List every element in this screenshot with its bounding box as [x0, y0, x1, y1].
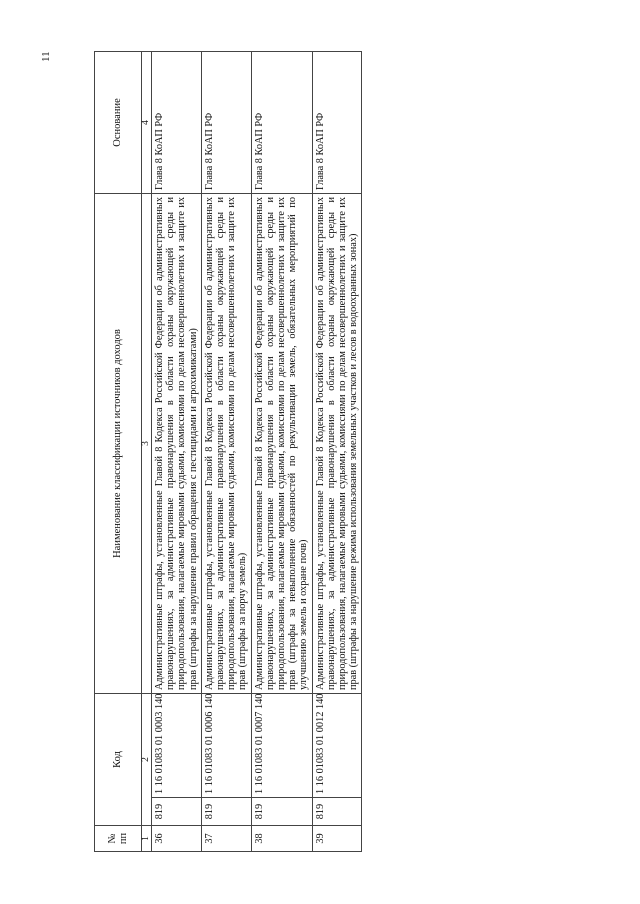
legal-basis: Глава 8 КоАП РФ — [251, 52, 312, 194]
admin-code: 819 — [152, 798, 202, 826]
header-number: № пп — [95, 826, 142, 852]
legal-basis: Глава 8 КоАП РФ — [201, 52, 251, 194]
admin-code: 819 — [251, 798, 312, 826]
revenue-name: Административные штрафы, установленные Главой 8 Кодекса Российской Федерации об административных правонарушениях, за административные правонарушения в области охраны окружающей среды и природопользования, налагаемые мировыми судьями, комиссиями по делам несовершеннолетних и защите их прав (штрафы за невыполнение обязанностей по рекультивации земель, обязательных мероприятий по улучшению земель и охране почв) — [251, 194, 312, 694]
admin-code: 819 — [201, 798, 251, 826]
legal-basis: Глава 8 КоАП РФ — [312, 52, 362, 194]
column-index-3: 3 — [142, 194, 152, 694]
budget-classification-code: 1 16 01083 01 0003 140 — [152, 694, 202, 798]
admin-code: 819 — [312, 798, 362, 826]
header-name: Наименование классификации источников доходов — [95, 194, 142, 694]
revenue-name: Административные штрафы, установленные Главой 8 Кодекса Российской Федерации об административных правонарушениях, за административные правонарушения в области охраны окружающей среды и природопользования, налагаемые мировыми судьями, комиссиями по делам несовершеннолетних и защите их прав (штрафы за нарушение правил обращения с пестицидами и агрохимикатами) — [152, 194, 202, 694]
revenue-name: Административные штрафы, установленные Главой 8 Кодекса Российской Федерации об административных правонарушениях, за административные правонарушения в области охраны окружающей среды и природопользования, налагаемые мировыми судьями, комиссиями по делам несовершеннолетних и защите их прав (штрафы за порчу земель) — [201, 194, 251, 694]
legal-basis: Глава 8 КоАП РФ — [152, 52, 202, 194]
rotated-page-content — [94, 52, 474, 852]
row-number: 38 — [251, 826, 312, 852]
row-number: 36 — [152, 826, 202, 852]
budget-classification-code: 1 16 01083 01 0007 140 — [251, 694, 312, 798]
revenue-name: Административные штрафы, установленные Главой 8 Кодекса Российской Федерации об административных правонарушениях, за административные правонарушения в области охраны окружающей среды и природопользования, налагаемые мировыми судьями, комиссиями по делам несовершеннолетних и защите их прав (штрафы за нарушение режима использования земельных участков и лесов в водоохранных зонах) — [312, 194, 362, 694]
table-row — [251, 52, 312, 852]
table-row — [152, 52, 202, 852]
revenue-classification-table — [94, 51, 362, 852]
header-basis: Основание — [95, 52, 142, 194]
table-row — [312, 52, 362, 852]
budget-classification-code: 1 16 01083 01 0012 140 — [312, 694, 362, 798]
row-number: 37 — [201, 826, 251, 852]
row-number: 39 — [312, 826, 362, 852]
table-row — [201, 52, 251, 852]
header-code: Код — [95, 694, 142, 826]
budget-classification-code: 1 16 01083 01 0006 140 — [201, 694, 251, 798]
page-number: 11 — [40, 51, 52, 62]
column-index-2: 2 — [142, 694, 152, 826]
column-index-4: 4 — [142, 52, 152, 194]
column-index-1: 1 — [142, 826, 152, 852]
